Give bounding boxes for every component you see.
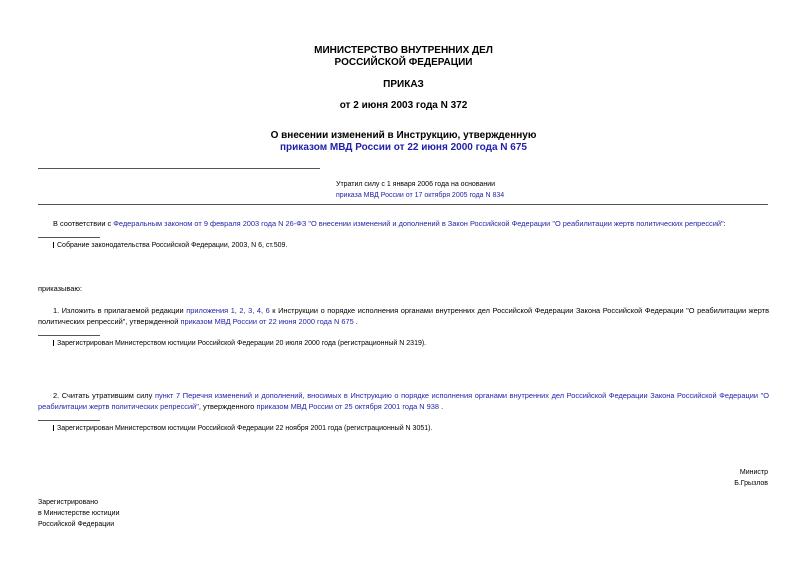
separator-rule <box>38 204 768 205</box>
footnote-1-text: Собрание законодательства Российской Федерации, 2003, N 6, ст.509. <box>57 242 288 249</box>
preamble-prefix: В соответствии с <box>53 219 114 228</box>
registration-line3: Российской Федерации <box>38 521 115 528</box>
repeal-status-line1: Утратил силу с 1 января 2006 года на основании <box>336 181 496 188</box>
footnote-1 <box>53 241 287 250</box>
footnote-2-text: Зарегистрирован Министерством юстиции Российской Федерации 20 июля 2000 года (регистрационный N 2319). <box>57 340 427 347</box>
order-675-link[interactable]: приказом МВД России от 22 июня 2000 года N 675 <box>180 317 354 326</box>
footnote-marker <box>53 425 54 431</box>
item-2-suffix: . <box>439 402 444 411</box>
footnote-marker <box>53 340 54 346</box>
document-subject-line1: О внесении изменений в Инструкцию, утвержденную <box>270 130 537 141</box>
item-1-prefix: 1. Изложить в прилагаемой редакции <box>53 306 187 315</box>
item-1-paragraph <box>38 305 769 327</box>
list-item-7-link[interactable]: пункт 7 Перечня изменений и дополнений, вносимых в Инструкцию о порядке исполнения органами внутренних дел Российской Федерации Закона Российской Федерации "О реабилитации жертв политических репрессий" <box>38 391 769 411</box>
signature-title: Министр <box>739 469 768 476</box>
footnote-rule <box>38 335 100 336</box>
item-1-middle: к Инструкции о порядке исполнения органами внутренних дел Российской Федерации Закона Российской Федерации "О реабилитации жертв политических репрессий", утвержденной <box>38 306 769 326</box>
footnote-3 <box>53 424 432 433</box>
federal-law-link[interactable]: Федеральным законом от 9 февраля 2003 года N 26-ФЗ "О внесении изменений и дополнений в Закон Российской Федерации "О реабилитации жертв политических репрессий" <box>113 219 724 228</box>
separator-rule <box>38 168 320 169</box>
preamble-paragraph <box>53 218 773 229</box>
signature-name: Б.Грызлов <box>734 480 768 487</box>
footnote-rule <box>38 420 100 421</box>
ministry-name-line1: МИНИСТЕРСТВО ВНУТРЕННИХ ДЕЛ <box>314 45 493 56</box>
item-1-suffix: . <box>353 317 358 326</box>
repeal-order-link[interactable]: приказа МВД России от 17 октября 2005 года N 834 <box>336 192 505 199</box>
amended-order-link[interactable]: приказом МВД России от 22 июня 2000 года N 675 <box>280 142 527 153</box>
registration-line1: Зарегистрировано <box>38 499 98 506</box>
ministry-name-line2: РОССИЙСКОЙ ФЕДЕРАЦИИ <box>334 57 473 68</box>
item-2-paragraph <box>38 390 769 412</box>
order-word: приказываю: <box>38 284 82 293</box>
registration-line2: в Министерстве юстиции <box>38 510 120 517</box>
preamble-suffix: : <box>723 219 726 228</box>
footnote-3-text: Зарегистрирован Министерством юстиции Российской Федерации 22 ноября 2001 года (регистрационный N 3051). <box>57 425 433 432</box>
footnote-rule <box>38 237 100 238</box>
appendices-link[interactable]: приложения 1, 2, 3, 4, 6 <box>186 306 270 315</box>
item-2-middle: , утвержденного <box>198 402 257 411</box>
footnote-2 <box>53 339 426 348</box>
document-type: ПРИКАЗ <box>383 79 424 90</box>
document-date: от 2 июня 2003 года N 372 <box>339 100 468 111</box>
item-2-prefix: 2. Считать утратившим силу <box>53 391 155 400</box>
order-938-link[interactable]: приказом МВД России от 25 октября 2001 года N 938 <box>256 402 440 411</box>
footnote-marker <box>53 242 54 248</box>
